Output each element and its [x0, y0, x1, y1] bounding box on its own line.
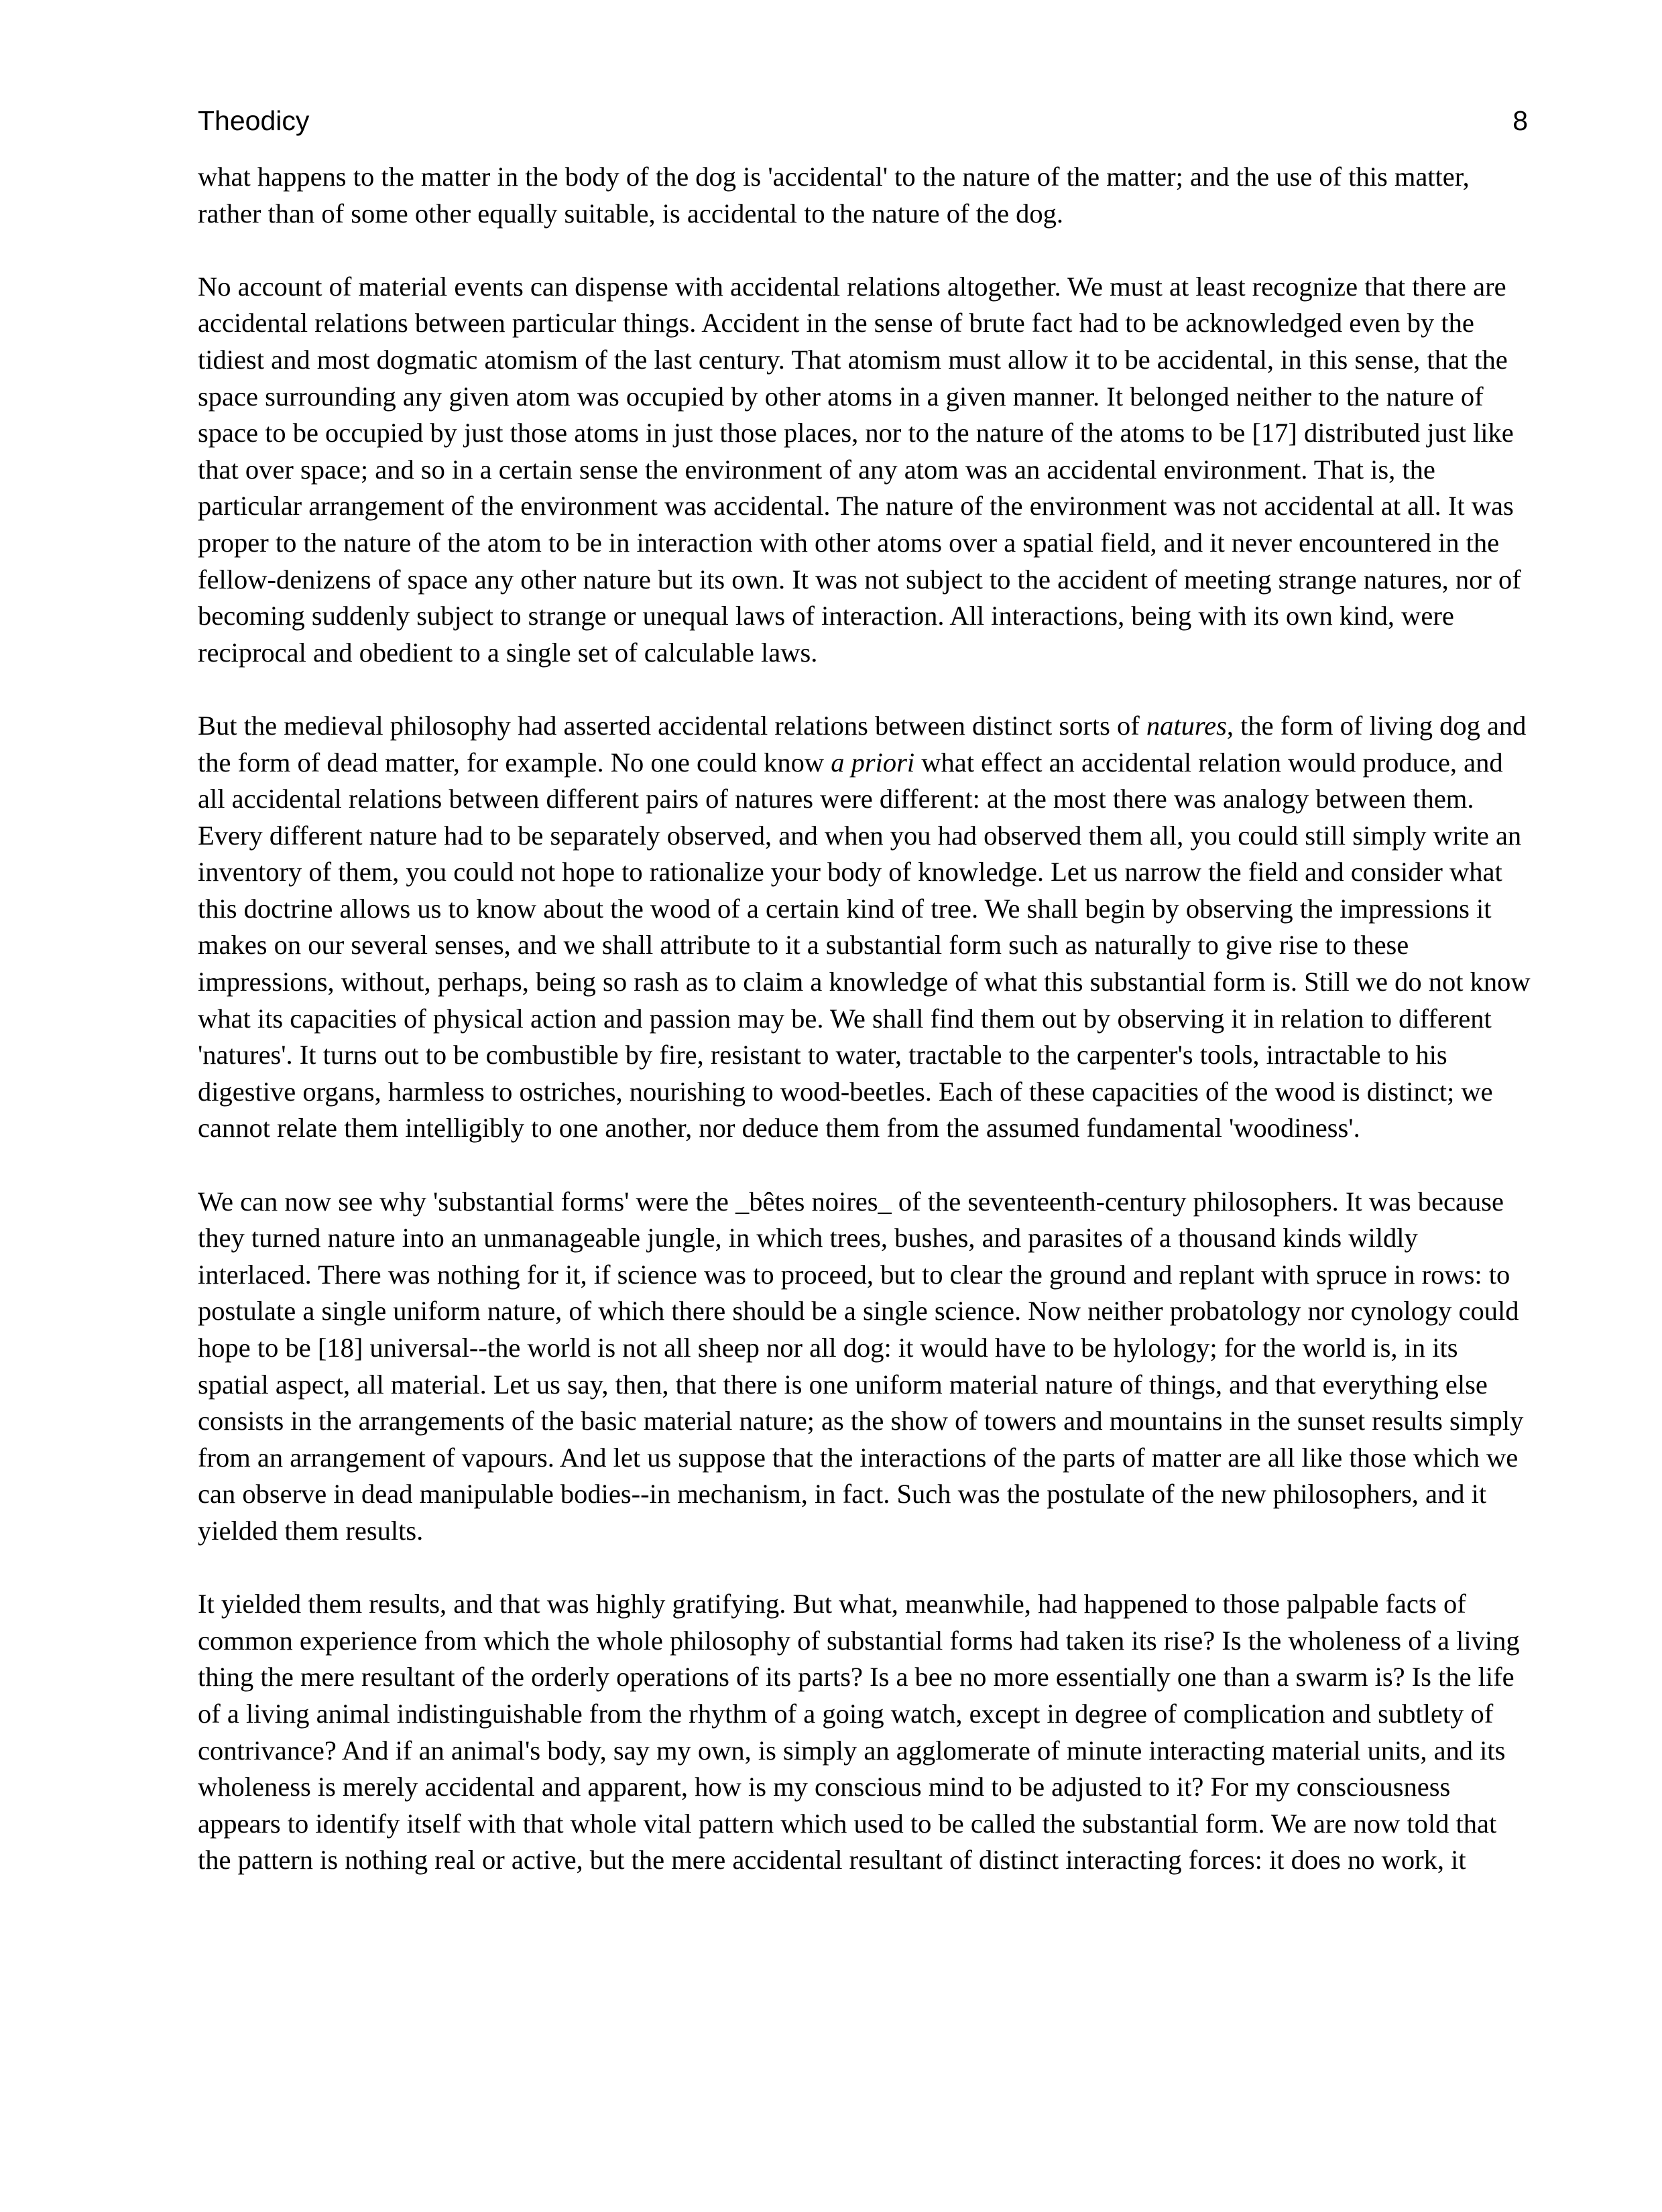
italic-a-priori: a priori [831, 747, 915, 778]
body-text [198, 159, 1532, 1879]
page-number: 8 [1512, 105, 1528, 136]
paragraph-3 [198, 708, 1532, 1147]
paragraph-4: We can now see why 'substantial forms' were the _bêtes noires_ of the seventeenth-century philosophers. It was because they turned nature into an unmanageable jungle, in which trees, bushes, and parasites of a thousand kinds wildly interlaced. There was nothing for it, if science was to proceed, but to clear the ground and replant with spruce in rows: to postulate a single uniform nature, of which there should be a single science. Now neither probatology nor cynology could hope to be [18] universal--the world is not all sheep nor all dog: it would have to be hylology; for the world is, in its spatial aspect, all material. Let us say, then, that there is one uniform material nature of things, and that everything else consists in the arrangements of the basic material nature; as the show of towers and mountains in the sunset results simply from an arrangement of vapours. And let us suppose that the interactions of the parts of matter are all like those which we can observe in dead manipulable bodies--in mechanism, in fact. Such was the postulate of the new philosophers, and it yielded them results. [198, 1186, 1524, 1546]
paragraph-1: what happens to the matter in the body of the dog is 'accidental' to the nature of the matter; and the use of this matter, rather than of some other equally suitable, is accidental to the nature of the dog. [198, 162, 1470, 229]
paragraph-3-part-c: what effect an accidental relation would produce, and all accidental relations between different pairs of natures were different: at the most there was analogy between them. Every different nature had to be separately observed, and when you had observed them all, you could still simply write an inventory of them, you could not hope to rationalize your body of knowledge. Let us narrow the field and consider what this doctrine allows us to know about the wood of a certain kind of tree. We shall begin by observing the impressions it makes on our several senses, and we shall attribute to it a substantial form such as naturally to give rise to these impressions, without, perhaps, being so rash as to claim a knowledge of what this substantial form is. Still we do not know what its capacities of physical action and passion may be. We shall find them out by observing it in relation to different 'natures'. It turns out to be combustible by fire, resistant to water, tractable to the carpenter's tools, intractable to his digestive organs, harmless to ostriches, nourishing to wood-beetles. Each of these capacities of the wood is distinct; we cannot relate them intelligibly to one another, nor deduce them from the assumed fundamental 'woodiness'. [198, 747, 1531, 1144]
paragraph-3-part-a: But the medieval philosophy had asserted accidental relations between distinct sorts of [198, 710, 1146, 741]
paragraph-3-part-b: , the form of living dog and the form of dead matter, for example. No one could know [198, 710, 1527, 778]
running-header [198, 101, 1528, 141]
italic-natures: natures [1146, 710, 1227, 741]
paragraph-2: No account of material events can dispense with accidental relations altogether. We must at least recognize that there are accidental relations between particular things. Accident in the sense of brute fact had to be acknowledged even by the tidiest and most dogmatic atomism of the last century. That atomism must allow it to be accidental, in this sense, that the space surrounding any given atom was occupied by other atoms in a given manner. It belonged neither to the nature of space to be occupied by just those atoms in just those places, nor to the nature of the atoms to be [17] distributed just like that over space; and so in a certain sense the environment of any atom was an accidental environment. That is, the particular arrangement of the environment was accidental. The nature of the environment was not accidental at all. It was proper to the nature of the atom to be in interaction with other atoms over a spatial field, and it never encountered in the fellow-denizens of space any other nature but its own. It was not subject to the accident of meeting strange natures, nor of becoming suddenly subject to strange or unequal laws of interaction. All interactions, being with its own kind, were reciprocal and obedient to a single set of calculable laws. [198, 271, 1521, 668]
running-title: Theodicy [198, 105, 310, 136]
paragraph-5: It yielded them results, and that was highly gratifying. But what, meanwhile, had happened to those palpable facts of common experience from which the whole philosophy of substantial forms had taken its rise? Is the wholeness of a living thing the mere resultant of the orderly operations of its parts? Is a bee no more essentially one than a swarm is? Is the life of a living animal indistinguishable from the rhythm of a going watch, except in degree of complication and subtlety of contrivance? And if an animal's body, say my own, is simply an agglomerate of minute interacting material units, and its wholeness is merely accidental and apparent, how is my conscious mind to be adjusted to it? For my consciousness appears to identify itself with that whole vital pattern which used to be called the substantial form. We are now told that the pattern is nothing real or active, but the mere accidental resultant of distinct interacting forces: it does no work, it [198, 1589, 1520, 1876]
